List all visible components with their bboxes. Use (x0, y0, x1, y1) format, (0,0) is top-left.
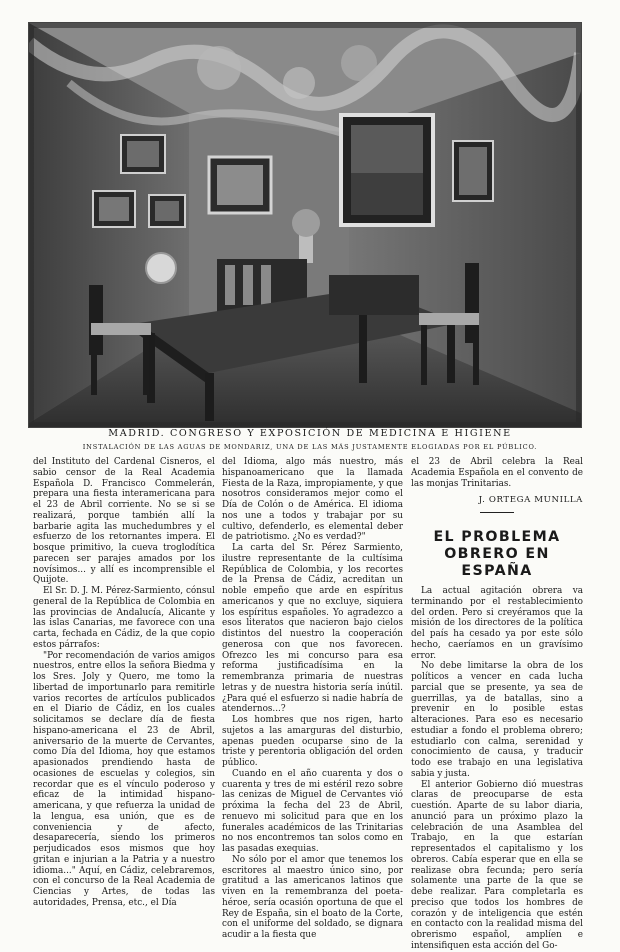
article-column-3 (411, 457, 583, 952)
paragraph: No debe limitarse la obra de los políticos a vencer en cada lucha parcial que se presente, ya sea de guerrillas, ya de batallas, sino a prevenir en lo posible estas alteraciones. Para eso es necesario estudiar a fondo el problema obrero; estudiarlo con calma, serenidad y conocimiento de causa, y traducir todo ese trabajo en una legislativa sabia y justa. (411, 661, 583, 779)
paragraph: Los hombres que nos rigen, harto sujetos a las amarguras del disturbio, apenas pueden ocuparse sino de la triste y perentoria obligación del orden público. (222, 715, 403, 768)
paragraph: Cuando en el año cuarenta y dos o cuarenta y tres de mi estéril rezo sobre las cenizas de Miguel de Cervantes vió próxima la fecha del 23 de Abril, renuevo mi solicitud para que en los funerales académicos de las Trinitarias no nos encontremos tan solos como en las pasadas exequias. (222, 768, 403, 854)
headline-line-1: EL PROBLEMA (433, 529, 561, 545)
paragraph: El anterior Gobierno dió muestras claras de preocuparse de esta cuestión. Aparte de su labor diaria, anunció para un próximo plazo la celebración de una Asamblea del Trabajo, en la que estarían representados el capitalismo y los obreros. Cabía esperar que en ella se realizase obra fecunda; pero sería solamente una parte de la que se debe realizar. Para completarla es preciso que todos los hombres de corazón y de inteligencia que estén en contacto con la realidad misma del obrerismo español, amplíen e intensifiquen esta acción del Go- (411, 779, 583, 951)
paragraph: El Sr. D. J. M. Pérez-Sarmiento, cónsul general de la República de Colombia en las provincias de Andalucía, Alicante y las islas Canarias, me favorece con una carta, fechada en Cádiz, de la que copio estos párrafos: (33, 586, 215, 650)
paragraph: del Instituto del Cardenal Cisneros, el sabio censor de la Real Academia Española D. Francisco Commelerán, prepara una fiesta interamericana para el 23 de Abril corriente. No se si se realizará, porque también allí la barbarie agita las muchedumbres y el esfuerzo de los retornantes impera. El bosque primitivo, la cueva troglodítica parecen ser parajes amados por los novísimos... y allí es incomprensible el Quijote. (33, 457, 215, 586)
article-column-1 (33, 457, 215, 909)
paragraph: No sólo por el amor que tenemos los escritores al maestro único sino, por gratitud a las americanos latinos que viven en la remembranza del poeta-héroe, sería ocasión oportuna de que el Rey de España, sin el boato de la Corte, con el uniforme del soldado, se dignara acudir a la fiesta que (222, 854, 403, 940)
paragraph: La carta del Sr. Pérez Sarmiento, ilustre representante de la cultísima República de Colombia, y los recortes de la Prensa de Cádiz, acreditan un noble empeño que arde en espíritus americanos y que no excluye, siquiera los espíritus españoles. Yo agradezco a esos literatos que nacieron bajo cielos distintos del nuestro la cooperación generosa con que nos favorecen. Ofrezco les mi concurso para esa reforma justificadísima en la remembranza primaria de nuestras letras y de nuestra historia sería inútil. ¿Para qué el esfuerzo si nadie habría de atendernos...? (222, 543, 403, 715)
divider (480, 512, 514, 513)
photo-caption-subtitle: INSTALACIÓN DE LAS AGUAS DE MONDARIZ, UNA DE LAS MÁS JUSTAMENTE ELOGIADAS POR EL PÚBLICO. (82, 443, 538, 451)
author-signature: J. ORTEGA MUNILLA (478, 495, 583, 506)
paragraph: el 23 de Abril celebra la Real Academia Española en el convento de las monjas Trinitarias. (411, 457, 583, 489)
photo-caption-title: MADRID. CONGRESO Y EXPOSICIÓN DE MEDICINA E HIGIENE (108, 428, 512, 439)
paragraph: "Por recomendación de varios amigos nuestros, entre ellos la señora Biedma y los Sres. Joly y Quero, me tomo la libertad de importunarlo para remitirle varios recortes de artículos publicados en el Diario de Cádiz, en los cuales solicitamos se declare día de fiesta hispano-americana el 23 de Abril, aniversario de la muerte de Cervantes, como Día del Idioma, hoy que estamos apasionados prendiendo hasta de ocasiones de escuelas y colegios, sin recordar que es el vínculo poderoso y eficaz de la intimidad hispano-americana, y que refuerza la unidad de la lengua, esa unión, que es de conveniencia y de afecto, desaparecería, siendo los primeros perjudicados esos mismos que hoy gritan e injurian a la Patria y a nuestro idioma..." Aquí, en Cádiz, celebraremos, con el concurso de la Real Academia de Ciencias y Artes, de todas las autoridades, Prensa, etc., el Día (33, 650, 215, 908)
photo-illustration (29, 23, 581, 427)
headline-line-2: OBRERO EN ESPAÑA (444, 546, 550, 579)
paragraph: La actual agitación obrera va terminando por el restablecimiento del orden. Pero si creyéramos que la misión de los directores de la política del país ha cesado ya por este sólo hecho, caeríamos en un gravísimo error. (411, 586, 583, 661)
article-headline (411, 529, 583, 580)
article-column-2 (222, 457, 403, 941)
paragraph: del Idioma, algo más nuestro, más hispanoamericano que la llamada Fiesta de la Raza, impropiamente, y que nosotros consideramos mejor como el Día de Colón o de América. El idioma nos une a todos y trabajar por su cultivo, defenderlo, es elemental deber de patriotismo. ¿No es verdad?" (222, 457, 403, 543)
exhibition-photo (28, 22, 582, 428)
